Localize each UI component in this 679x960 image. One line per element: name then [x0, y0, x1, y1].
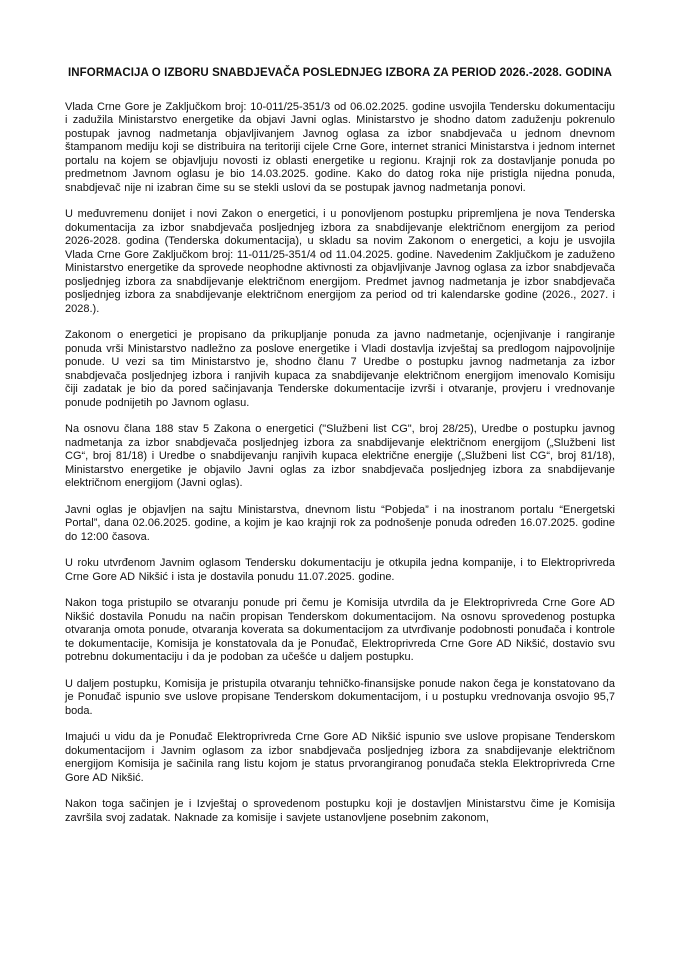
paragraph-10: Nakon toga sačinjen je i Izvještaj o sprovedenom postupku koji je dostavljen Ministarstvu čime je Komisija završila svoj zadatak. Naknade za komisije i savjete ustanovljene posebnim zakonom, — [65, 798, 615, 824]
paragraph-5: Javni oglas je objavljen na sajtu Ministarstva, dnevnom listu “Pobjeda” i na inostranom portalu “Energetski Portal”, dana 02.06.2025. godine, a kojim je kao krajnji rok za podnošenje ponuda određen 16.07.2025. godine do 12:00 časova. — [65, 503, 615, 543]
paragraph-8: U daljem postupku, Komisija je pristupila otvaranju tehničko-finansijske ponude nakon čega je konstatovano da je Ponuđač ispunio sve uslove propisane Tenderskom dokumentacijom, i u postupku vrednovanja osvojio 95,7 boda. — [65, 677, 615, 717]
paragraph-2: U međuvremenu donijet i novi Zakon o energetici, i u ponovljenom postupku pripremljena je nova Tenderska dokumentacija za izbor snabdjevača posljednjeg izbora za snabdijevanje električnom energijom za period 2026-2028. godina (Tenderska dokumentacija), u skladu sa novim Zakonom o energetici, a koju je usvojila Vlada Crne Gore Zaključkom broj: 11-011/25-351/4 od 11.04.2025. godine. Navedenim Zaključkom je zaduženo Ministarstvo energetike da sprovede neophodne aktivnosti za objavljivanje Javnog oglasa za izbor snabdjevača posljednjeg izbora za snabdijevanje električnom energijom. Predmet javnog nadmetanja je izbor snabdjevača posljednjeg izbora za snabdijevanje električnom energijom za period od tri kalendarske godine (2026., 2027. i 2028.). — [65, 208, 615, 315]
paragraph-9: Imajući u vidu da je Ponuđač Elektroprivreda Crne Gore AD Nikšić ispunio sve uslove propisane Tenderskom dokumentacijom i Javnim oglasom za izbor snabdjevača posljednjeg izbora za snabdijevanje električnom energijom Komisija je sačinila rang listu kojom je status prvorangiranog ponuđača stekla Elektroprivreda Crne Gore AD Nikšić. — [65, 731, 615, 784]
paragraph-1: Vlada Crne Gore je Zaključkom broj: 10-011/25-351/3 od 06.02.2025. godine usvojila Tendersku dokumentaciju i zadužila Ministarstvo energetike da objavi Javni oglas. Ministarstvo je shodno datom zaduženju pokrenulo postupak javnog nadmetanja objavljivanjem Javnog oglasa za izbor snabdjevača u jednom dnevnom štampanom mediju koji se distribuira na teritoriji cijele Crne Gore, internet stranici Ministarstva i jednom internet portalu na kojem se objavljuju novosti iz oblasti energetike u regionu. Krajnji rok za dostavljanje ponuda po predmetnom Javnom oglasu je bio 14.03.2025. godine. Kako do datog roka nije pristigla nijedna ponuda, snabdjevač nije ni izabran čime su se stekli uslovi da se postupak javnog nadmetanja ponovi. — [65, 100, 615, 194]
paragraph-4: Na osnovu člana 188 stav 5 Zakona o energetici ("Službeni list CG", broj 28/25), Uredbe o postupku javnog nadmetanja za izbor snabdjevača posljednjeg izbora za snabdijevanje električnom energijom („Službeni list CG“, broj 81/18) i Uredbe o snabdijevanju ranjivih kupaca električne energije („Službeni list CG“, broj 81/18), Ministarstvo energetike je objavilo Javni oglas za izbor snabdjevača posljednjeg izbora za snabdijevanje električnom energijom (Javni oglas). — [65, 423, 615, 489]
document-title: INFORMACIJA O IZBORU SNABDJEVAČA POSLEDNJEG IZBORA ZA PERIOD 2026.-2028. GODINA — [67, 67, 612, 79]
paragraph-3: Zakonom o energetici je propisano da prikupljanje ponuda za javno nadmetanje, ocjenjivanje i rangiranje ponuda vrši Ministarstvo nadležno za poslove energetike i Vladi dostavlja izvještaj sa predlogom najpovoljnije ponude. U vezi sa tim Ministarstvo je, shodno članu 7 Uredbe o postupku javnog nadmetanja za izbor snabdjevača posljednjeg izbora i ranjivih kupaca za snabdijevanje električnom energijom imenovalo Komisiju čiji zadatak je bio da pored sačinjavanja Tenderske dokumentacije izvrši i otvaranje, provjeru i vrednovanje ponude podnijetih po Javnom oglasu. — [65, 329, 615, 409]
paragraph-6: U roku utvrđenom Javnim oglasom Tendersku dokumentaciju je otkupila jedna kompanije, i to Elektroprivreda Crne Gore AD Nikšić i ista je dostavila ponudu 11.07.2025. godine. — [65, 557, 615, 583]
paragraph-7: Nakon toga pristupilo se otvaranju ponude pri čemu je Komisija utvrdila da je Elektroprivreda Crne Gore AD Nikšić dostavila Ponudu na način propisan Tenderskom dokumentacijom. Na osnovu sprovedenog postupka otvaranja omota ponude, otvaranja koverata sa dokumentacijom za utvrđivanje podobnosti ponuđača i kontrole te dokumentacije, Komisija je konstatovala da je Ponuđač, Elektroprivreda Crne Gore AD Nikšić, dostavio svu potrebnu dokumentaciju i da je podoban za učešće u daljem postupku. — [65, 597, 615, 663]
